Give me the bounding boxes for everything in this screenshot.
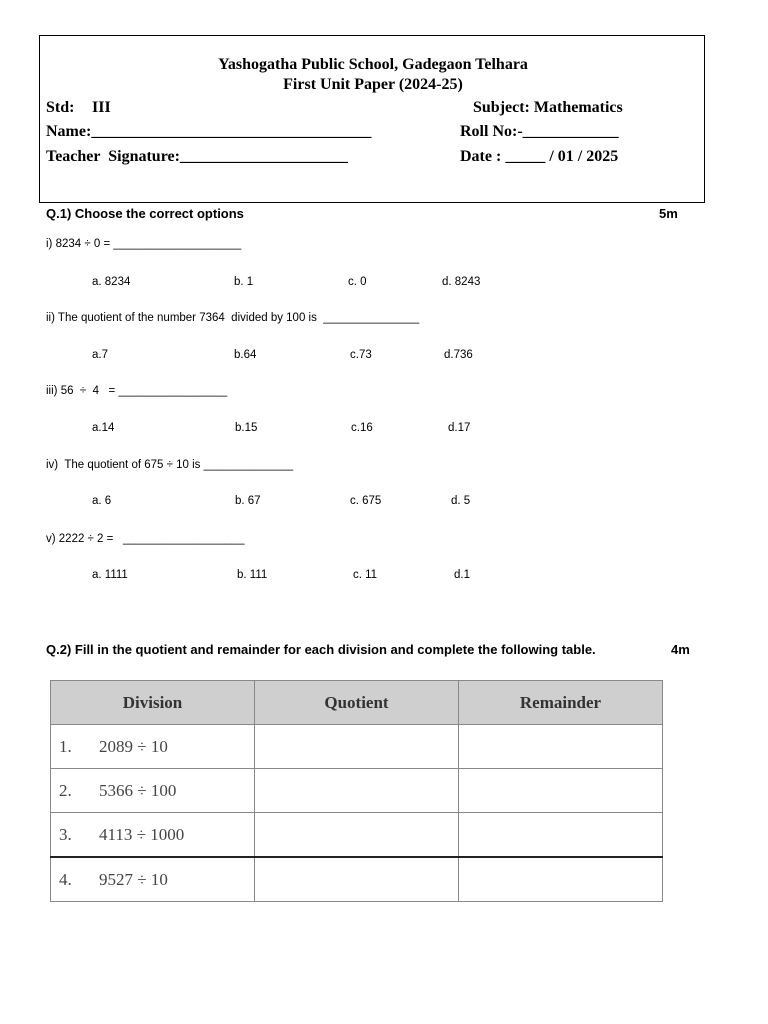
division-cell [51, 769, 255, 813]
q1-item-4-option-b[interactable]: b. 67 [235, 495, 261, 507]
table-row [51, 813, 663, 858]
division-table [50, 680, 663, 902]
q1-item-2-option-a[interactable]: a.7 [92, 349, 108, 361]
table-row [51, 857, 663, 902]
q1-item-1-option-d[interactable]: d. 8243 [442, 276, 481, 288]
header-remainder: Remainder [459, 681, 663, 725]
paper-title: First Unit Paper (2024-25) [283, 76, 463, 93]
division-cell [51, 813, 255, 858]
q1-item-3-text: iii) 56 ÷ 4 = _________________ [46, 385, 228, 397]
q1-item-3-option-b[interactable]: b.15 [235, 422, 258, 434]
header-division: Division [51, 681, 255, 725]
row-number: 4. [59, 869, 72, 889]
table-row [51, 725, 663, 769]
table-header-row [51, 681, 663, 725]
quotient-cell[interactable] [255, 857, 459, 902]
q1-item-5-text: v) 2222 ÷ 2 = ___________________ [46, 533, 245, 545]
q1-item-3-option-a[interactable]: a.14 [92, 422, 115, 434]
date-field[interactable]: Date : _____ / 01 / 2025 [460, 148, 619, 165]
remainder-cell[interactable] [459, 857, 663, 902]
division-expression: 9527 ÷ 10 [99, 869, 168, 889]
remainder-cell[interactable] [459, 813, 663, 858]
division-expression: 5366 ÷ 100 [99, 780, 177, 800]
q2-title: Q.2) Fill in the quotient and remainder for each division and complete the following table. [46, 642, 596, 657]
q1-item-4-option-d[interactable]: d. 5 [451, 495, 471, 507]
q1-title: Q.1) Choose the correct options [46, 206, 244, 221]
q1-item-1-option-a[interactable]: a. 8234 [92, 276, 131, 288]
q1-item-1-option-c[interactable]: c. 0 [348, 276, 367, 288]
teacher-signature-field[interactable]: Teacher Signature:_____________________ [46, 148, 348, 165]
q1-item-4-option-a[interactable]: a. 6 [92, 495, 112, 507]
q1-item-1-text: i) 8234 ÷ 0 = ____________________ [46, 238, 242, 250]
header-box [39, 35, 705, 203]
q1-item-4-text: iv) The quotient of 675 ÷ 10 is ______________ [46, 459, 294, 471]
division-cell [51, 857, 255, 902]
q1-item-3-option-c[interactable]: c.16 [351, 422, 373, 434]
q1-item-4-option-c[interactable]: c. 675 [350, 495, 382, 507]
q1-marks: 5m [659, 206, 678, 221]
q1-item-5-option-a[interactable]: a. 1111 [92, 569, 128, 581]
remainder-cell[interactable] [459, 725, 663, 769]
header-quotient: Quotient [255, 681, 459, 725]
quotient-cell[interactable] [255, 769, 459, 813]
q1-item-5-option-c[interactable]: c. 11 [353, 569, 378, 581]
q1-item-3-option-d[interactable]: d.17 [448, 422, 471, 434]
subject-label: Subject: Mathematics [473, 99, 623, 116]
division-cell [51, 725, 255, 769]
q2-marks: 4m [671, 642, 690, 657]
std-value: III [92, 99, 111, 116]
division-expression: 2089 ÷ 10 [99, 736, 168, 756]
row-number: 1. [59, 736, 72, 756]
q1-item-2-option-c[interactable]: c.73 [350, 349, 372, 361]
q1-item-2-option-b[interactable]: b.64 [234, 349, 257, 361]
row-number: 3. [59, 824, 72, 844]
q1-item-1-option-b[interactable]: b. 1 [234, 276, 254, 288]
q1-item-5-option-b[interactable]: b. 111 [237, 569, 268, 581]
name-field[interactable]: Name:___________________________________ [46, 123, 372, 140]
q1-item-5-option-d[interactable]: d.1 [454, 569, 470, 581]
quotient-cell[interactable] [255, 725, 459, 769]
roll-no-field[interactable]: Roll No:-____________ [460, 123, 619, 140]
division-expression: 4113 ÷ 1000 [99, 824, 185, 844]
row-number: 2. [59, 780, 72, 800]
q1-item-2-option-d[interactable]: d.736 [444, 349, 473, 361]
remainder-cell[interactable] [459, 769, 663, 813]
q1-item-2-text: ii) The quotient of the number 7364 divided by 100 is _______________ [46, 312, 420, 324]
std-label: Std: [46, 99, 75, 116]
table-row [51, 769, 663, 813]
quotient-cell[interactable] [255, 813, 459, 858]
school-name: Yashogatha Public School, Gadegaon Telhara [218, 56, 528, 73]
